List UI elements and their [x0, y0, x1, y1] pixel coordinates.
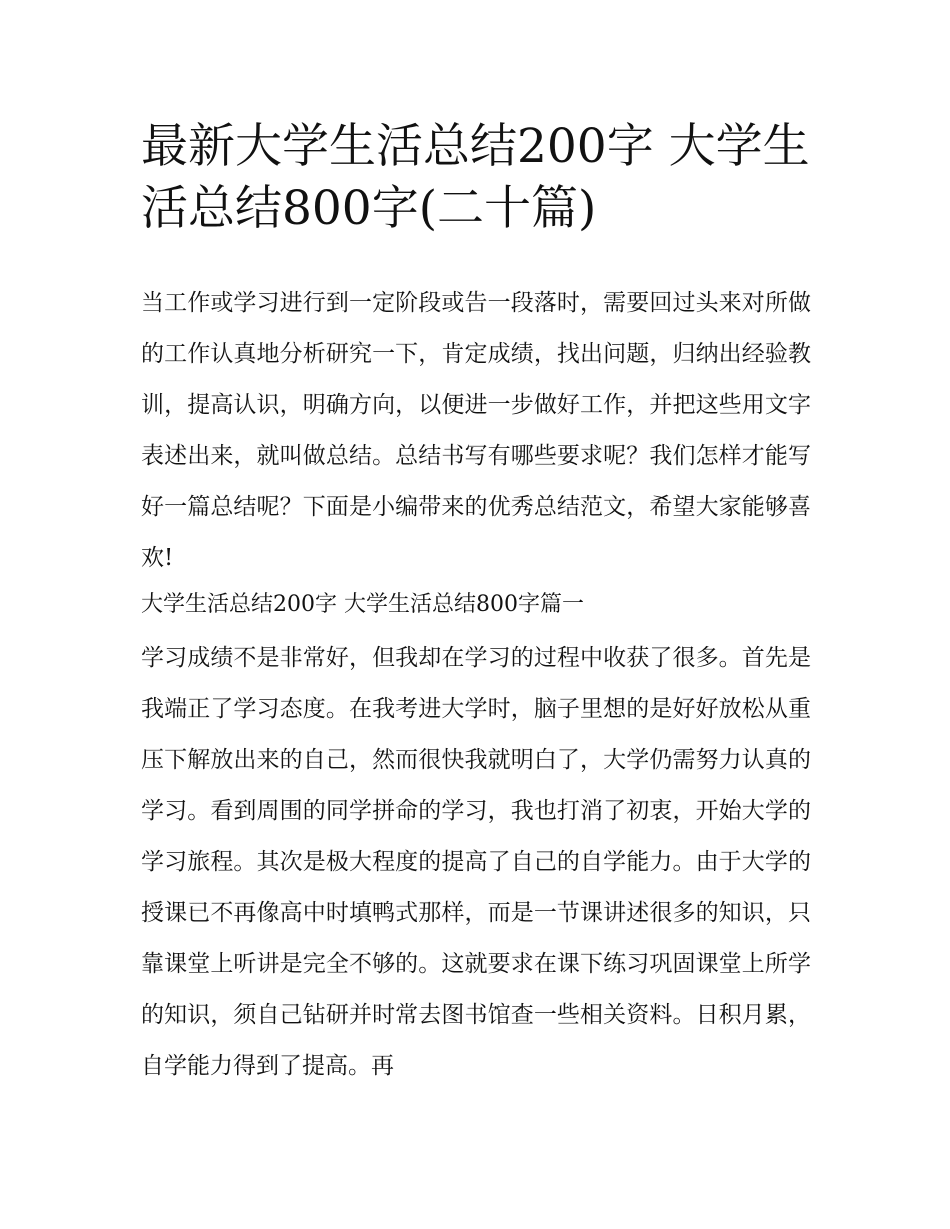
intro-paragraph: 当工作或学习进行到一定阶段或告一段落时，需要回过头来对所做的工作认真地分析研究一下，肯定成绩，找出问题，归纳出经验教训，提高认识，明确方向，以便进一步做好工作，并把这些用文字表述出来，就叫做总结。总结书写有哪些要求呢？我们怎样才能写好一篇总结呢？下面是小编带来的优秀总结范文，希望大家能够喜欢!	[141, 290, 811, 571]
section-heading: 大学生活总结200字 大学生活总结800字篇一	[141, 592, 584, 617]
section-body-paragraph: 学习成绩不是非常好，但我却在学习的过程中收获了很多。首先是我端正了学习态度。在我考进大学时，脑子里想的是好好放松从重压下解放出来的自己，然而很快我就明白了，大学仍需努力认真的学习。看到周围的同学拼命的学习，我也打消了初衷，开始大学的学习旅程。其次是极大程度的提高了自己的自学能力。由于大学的授课已不再像高中时填鸭式那样，而是一节课讲述很多的知识，只靠课堂上听讲是完全不够的。这就要求在课下练习巩固课堂上所学的知识，须自己钻研并时常去图书馆查一些相关资料。日积月累，自学能力得到了提高。再	[141, 645, 811, 1079]
document-title: 最新大学生活总结200字 大学生活总结800字(二十篇)	[141, 119, 810, 236]
